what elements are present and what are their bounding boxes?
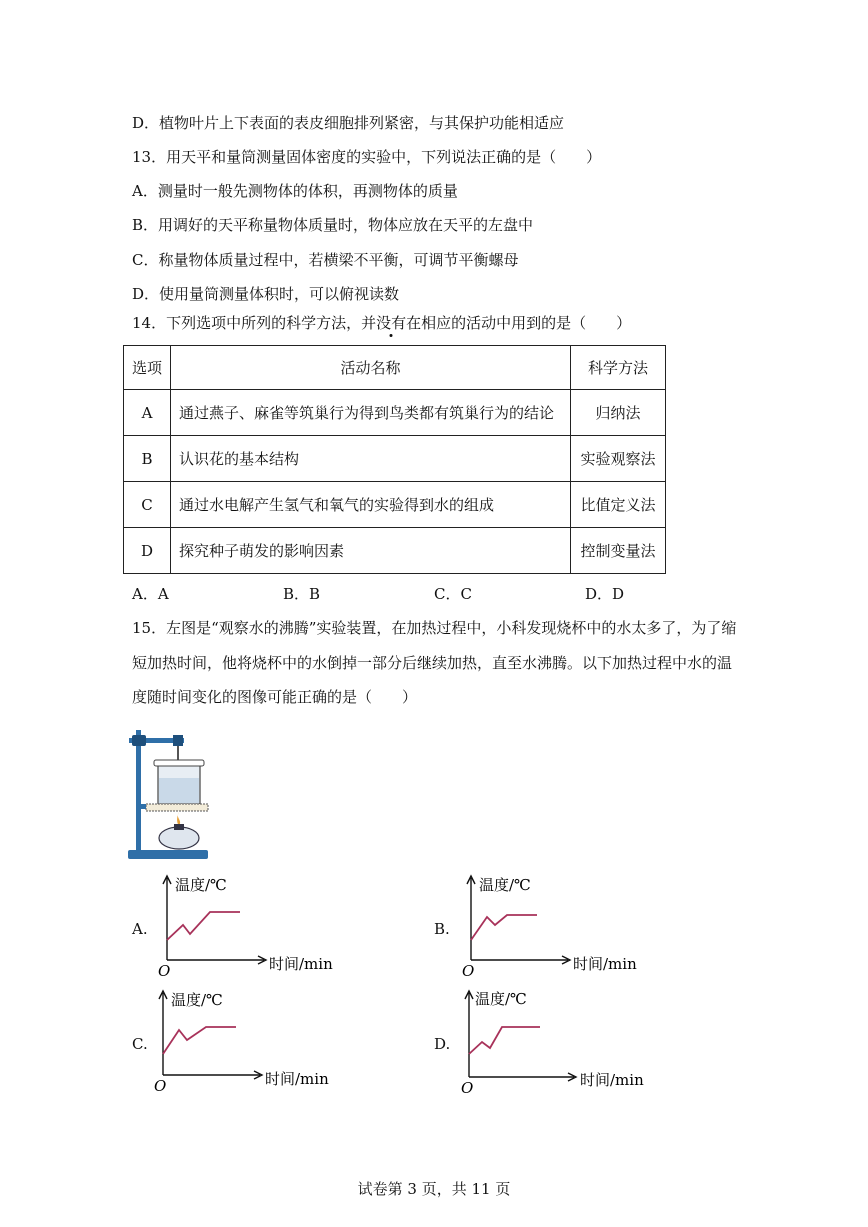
clamp-knob: [132, 735, 146, 746]
q14-answer-b: B．B: [283, 585, 321, 603]
q14-stem-after: 在相应的活动中用到的是（ ）: [406, 314, 632, 332]
y-axis-label: 温度/℃: [475, 990, 527, 1008]
flame: [177, 812, 180, 826]
q14-stem-before: 14．下列选项中所列的科学方法，并: [132, 314, 377, 332]
table-cell-method: 归纳法: [571, 390, 666, 436]
water: [159, 778, 199, 803]
graph-b-label: B.: [434, 920, 450, 938]
table-cell-activity: 探究种子萌发的影响因素: [171, 528, 571, 574]
lamp-wick-holder: [174, 824, 184, 830]
origin-label: O: [461, 1079, 474, 1093]
temperature-curve: [471, 915, 537, 940]
graph-d: [452, 987, 662, 1093]
q13-option-c: C．称量物体质量过程中，若横梁不平衡，可调节平衡螺母: [132, 251, 519, 269]
table-cell-method: 实验观察法: [571, 436, 666, 482]
table-row: [124, 482, 666, 528]
y-axis-label: 温度/℃: [171, 991, 223, 1009]
stand-base: [128, 850, 208, 859]
q13-option-b: B．用调好的天平称量物体质量时，物体应放在天平的左盘中: [132, 216, 534, 234]
origin-label: O: [154, 1077, 167, 1093]
clamp-head: [173, 735, 183, 746]
page-footer: 试卷第 3 页，共 11 页: [357, 1180, 511, 1198]
q14-answer-a: A．A: [132, 585, 169, 603]
temperature-curve: [163, 1027, 236, 1054]
beaker-lid: [154, 760, 204, 766]
x-axis-label: 时间/min: [269, 955, 333, 973]
table-cell-option: D: [124, 528, 171, 574]
q14-answer-d: D．D: [585, 585, 625, 603]
q15-line-2: 短加热时间，他将烧杯中的水倒掉一部分后继续加热，直至水沸腾。以下加热过程中水的温: [132, 654, 733, 672]
table-cell-activity: 认识花的基本结构: [171, 436, 571, 482]
x-axis-label: 时间/min: [265, 1070, 329, 1088]
graph-a-label: A.: [132, 920, 148, 938]
temperature-curve: [469, 1027, 540, 1054]
table-cell-option: A: [124, 390, 171, 436]
ring-support: [136, 804, 146, 809]
q13-option-a: A．测量时一般先测物体的体积，再测物体的质量: [132, 182, 458, 200]
methods-table: [123, 345, 666, 574]
q13-stem: 13．用天平和量筒测量固体密度的实验中，下列说法正确的是（ ）: [132, 148, 602, 166]
table-cell-activity: 通过燕子、麻雀等筑巢行为得到鸟类都有筑巢行为的结论: [171, 390, 571, 436]
table-cell-option: C: [124, 482, 171, 528]
graph-a: [150, 872, 350, 978]
y-axis-label: 温度/℃: [479, 876, 531, 894]
origin-label: O: [462, 962, 475, 978]
table-cell-option: B: [124, 436, 171, 482]
stand-rod: [136, 730, 141, 852]
graph-c: [146, 987, 346, 1093]
table-row: [124, 436, 666, 482]
origin-label: O: [158, 962, 171, 978]
q14-stem: [132, 313, 631, 333]
table-row: [124, 390, 666, 436]
wire-gauze: [146, 804, 208, 811]
boiling-apparatus-illustration: [128, 728, 212, 862]
header-activity: 活动名称: [171, 346, 571, 390]
table-row: [124, 528, 666, 574]
table-cell-activity: 通过水电解产生氢气和氧气的实验得到水的组成: [171, 482, 571, 528]
x-axis-label: 时间/min: [580, 1071, 644, 1089]
graph-c-label: C.: [132, 1035, 148, 1053]
q15-line-3: 度随时间变化的图像可能正确的是（ ）: [132, 688, 418, 706]
table-header-row: [124, 346, 666, 390]
q14-answer-c: C．C: [434, 585, 472, 603]
q15-line-1: 15．左图是“观察水的沸腾”实验装置，在加热过程中，小科发现烧杯中的水太多了，为了缩: [132, 619, 737, 637]
q13-option-d: D．使用量筒测量体积时，可以俯视读数: [132, 285, 400, 303]
table-cell-method: 控制变量法: [571, 528, 666, 574]
y-axis-label: 温度/℃: [175, 876, 227, 894]
alcohol-lamp: [159, 827, 199, 849]
x-axis-label: 时间/min: [573, 955, 637, 973]
graph-b: [454, 872, 654, 978]
header-method: 科学方法: [571, 346, 666, 390]
table-cell-method: 比值定义法: [571, 482, 666, 528]
q14-stem-emphasis: 没有: [376, 314, 407, 332]
graph-d-label: D.: [434, 1035, 451, 1053]
temperature-curve: [167, 912, 240, 940]
q12-option-d: D．植物叶片上下表面的表皮细胞排列紧密，与其保护功能相适应: [132, 114, 565, 132]
header-option: 选项: [124, 346, 171, 390]
